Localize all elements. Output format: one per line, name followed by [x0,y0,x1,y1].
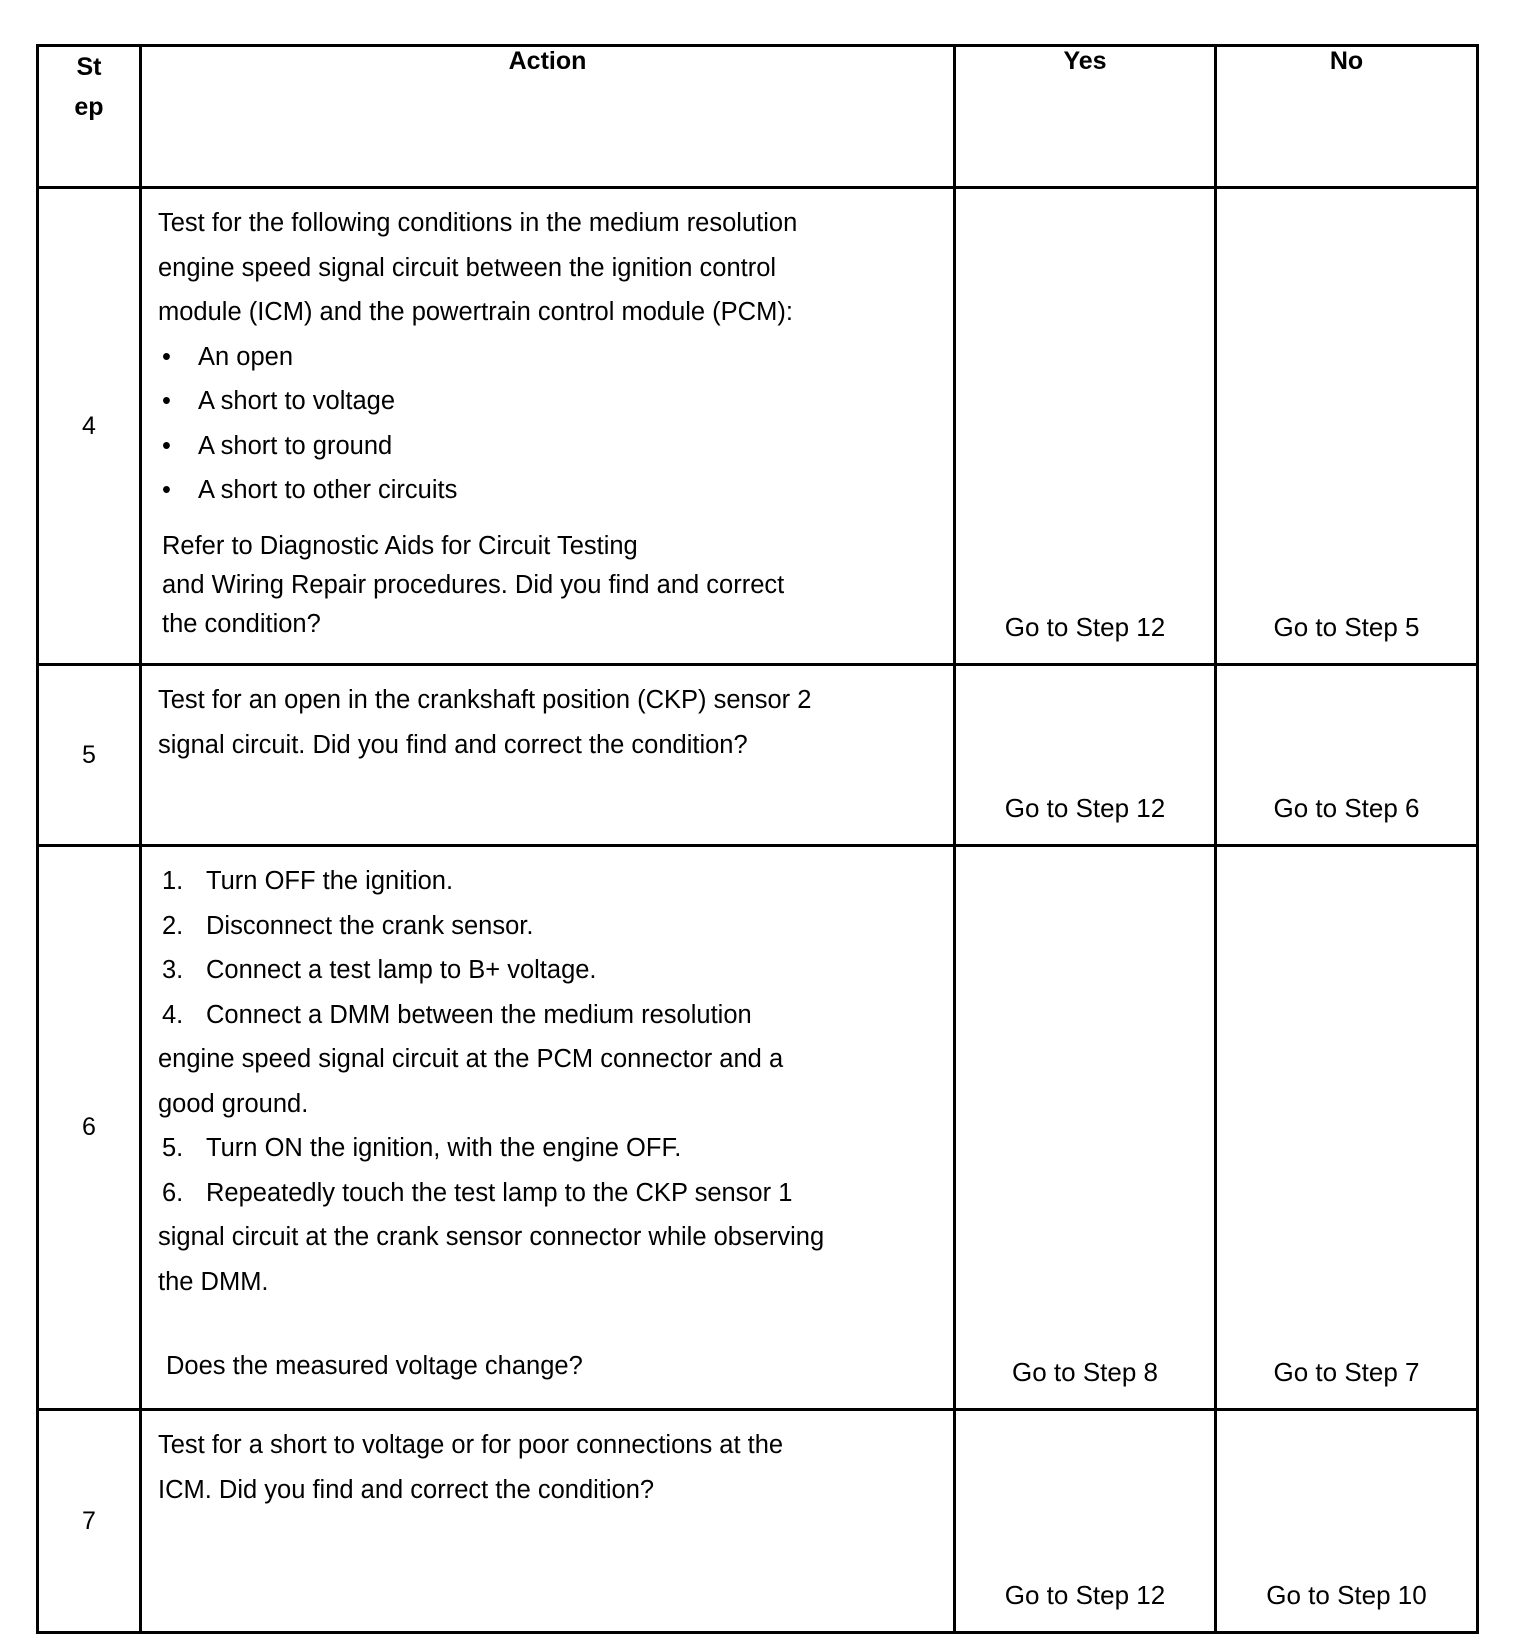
refer-line: and Wiring Repair procedures. Did you find and correct [162,570,785,599]
yes-cell: Go to Step 12 [955,1410,1216,1633]
numbered-item [158,904,943,949]
item-continuation: good ground. [158,1089,309,1118]
yes-cell: Go to Step 12 [955,665,1216,846]
bullet-icon: • [162,431,171,460]
numbered-item [158,1126,943,1171]
diagnostic-table [36,44,1479,1634]
no-cell: Go to Step 6 [1216,665,1478,846]
no-cell: Go to Step 10 [1216,1410,1478,1633]
header-yes: Yes [955,46,1216,188]
action-cell [141,188,955,665]
item-text: Turn ON the ignition, with the engine OFF. [206,1134,682,1162]
yes-cell: Go to Step 12 [955,188,1216,665]
step-number: 7 [38,1410,141,1633]
numbered-item [158,1171,943,1216]
bullet-icon: • [162,387,171,415]
header-step [38,46,141,188]
item-number: 2. [162,911,184,940]
bullet-text: An open [198,342,294,371]
numbered-item [158,993,943,1038]
bullet-text: A short to voltage [198,387,396,415]
item-text: Connect a DMM between the medium resolution [206,1000,752,1029]
step-number: 6 [38,846,141,1410]
question-line: Does the measured voltage change? [166,1352,583,1380]
action-cell [141,846,955,1410]
action-line: Test for an open in the crankshaft position (CKP) sensor 2 [158,686,812,714]
item-number: 1. [162,867,184,895]
bullet-item [158,424,943,469]
item-number: 3. [162,956,184,984]
table-row [38,188,1478,665]
header-action: Action [141,46,955,188]
item-text: Disconnect the crank sensor. [206,911,534,940]
item-continuation: signal circuit at the crank sensor connector while observing [158,1223,825,1251]
bullet-item [158,335,943,380]
step-number: 4 [38,188,141,665]
bullet-item [158,379,943,424]
action-line: engine speed signal circuit between the ignition control [158,253,777,282]
no-cell: Go to Step 7 [1216,846,1478,1410]
table-row [38,1410,1478,1633]
item-number: 4. [162,1000,184,1029]
header-step-line-1: St [76,53,102,81]
numbered-item [158,948,943,993]
table-row [38,665,1478,846]
action-cell [141,1410,955,1633]
refer-line: the condition? [162,609,321,638]
item-text: Connect a test lamp to B+ voltage. [206,956,597,984]
bullet-icon: • [162,476,171,504]
numbered-item [158,859,943,904]
refer-note [158,527,943,644]
action-line: Test for the following conditions in the medium resolution [158,209,798,237]
step-number: 5 [38,665,141,846]
no-cell: Go to Step 5 [1216,188,1478,665]
header-step-line-2: ep [74,93,104,121]
refer-line: Refer to Diagnostic Aids for Circuit Testing [162,531,638,560]
action-line: signal circuit. Did you find and correct the condition? [158,730,748,759]
item-number: 6. [162,1178,184,1207]
item-text: Turn OFF the ignition. [206,867,454,895]
bullet-icon: • [162,342,171,371]
header-row [38,46,1478,188]
table-header [38,46,1478,188]
bullet-item [158,468,943,513]
action-line: ICM. Did you find and correct the condition? [158,1475,655,1504]
item-number: 5. [162,1134,184,1162]
bullet-text: A short to ground [198,431,393,460]
yes-cell: Go to Step 8 [955,846,1216,1410]
table-row [38,846,1478,1410]
action-line: Test for a short to voltage or for poor connections at the [158,1431,784,1459]
spacer [158,1304,943,1344]
item-continuation: the DMM. [158,1267,269,1296]
item-continuation: engine speed signal circuit at the PCM connector and a [158,1045,784,1073]
action-cell [141,665,955,846]
item-text: Repeatedly touch the test lamp to the CKP sensor 1 [206,1178,793,1207]
action-line: module (ICM) and the powertrain control module (PCM): [158,298,793,326]
bullet-text: A short to other circuits [198,476,458,504]
header-no: No [1216,46,1478,188]
